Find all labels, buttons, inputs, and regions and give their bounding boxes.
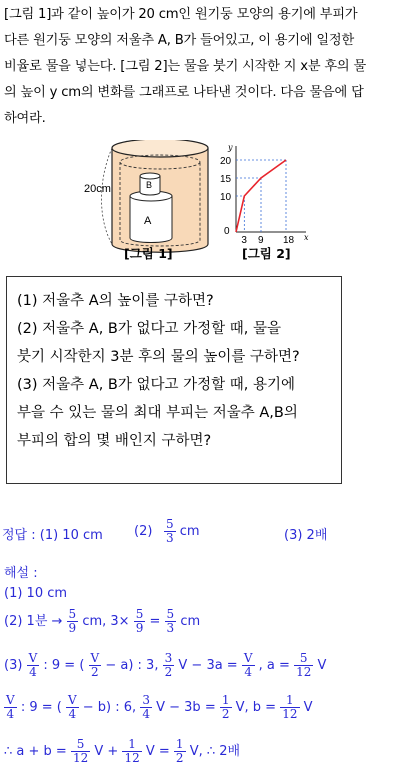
question-1: (1) 저울추 A의 높이를 구하면? bbox=[17, 293, 214, 309]
intro-line: [그림 1]과 같이 높이가 20 cm인 원기둥 모양의 용기에 부피가 bbox=[4, 7, 358, 22]
question-3-cont: 부피의 합의 몇 배인지 구하면? bbox=[17, 433, 212, 449]
x-axis-label: x bbox=[304, 233, 309, 242]
solution-4: $\frac{V}{4}$ : 9 = ( $\frac{V}{4}$ − b) : 6, $\frac{3}{4}$ V − 3b = $\frac{1}{2}$ V, b = $\frac{1}{12}$ V bbox=[6, 693, 313, 721]
problem-statement bbox=[4, 2, 398, 132]
figures bbox=[0, 140, 400, 265]
y-axis-label: y bbox=[228, 143, 233, 152]
intro-line: 다른 원기둥 모양의 저울추 A, B가 들어있고, 이 용기에 일정한 bbox=[4, 33, 354, 48]
answer-section bbox=[0, 518, 400, 558]
answer-3: (3) 2배 bbox=[284, 528, 328, 543]
intro-line: 하여라. bbox=[4, 111, 46, 126]
origin-label: 0 bbox=[224, 226, 230, 237]
question-2: (2) 저울추 A, B가 없다고 가정할 때, 물을 bbox=[17, 321, 281, 337]
x-tick-label: 9 bbox=[258, 235, 264, 246]
x-tick-label: 18 bbox=[283, 235, 295, 246]
y-tick-label: 20 bbox=[220, 156, 232, 167]
weight-a-label: A bbox=[144, 215, 152, 227]
intro-line: 의 높이 y cm의 변화를 그래프로 나타낸 것이다. 다음 물음에 답 bbox=[4, 85, 364, 100]
answer-2-unit: cm bbox=[179, 524, 200, 539]
question-3: (3) 저울추 A, B가 없다고 가정할 때, 용기에 bbox=[17, 377, 295, 393]
weight-b-label: B bbox=[146, 180, 153, 190]
solution-1: (1) 10 cm bbox=[4, 586, 68, 601]
solution-section bbox=[0, 562, 400, 776]
answer-2-label: (2) bbox=[134, 524, 153, 539]
height-label: 20cm bbox=[84, 183, 111, 195]
solution-2: (2) 1분 → $\frac{5}{9}$ cm, 3× $\frac{5}{9}$ = $\frac{5}{3}$ cm bbox=[4, 607, 201, 635]
solution-3: (3) $\frac{V}{4}$ : 9 = ( $\frac{V}{2}$ − a) : 3, $\frac{3}{2}$ V − 3a = $\frac{V}{4}$ , a = $\frac{5}{12}$ V bbox=[4, 651, 327, 679]
question-box bbox=[6, 276, 342, 484]
figure-2-caption: [그림 2] bbox=[242, 246, 291, 261]
x-tick-label: 3 bbox=[241, 235, 247, 246]
solution-5: ∴ a + b = $\frac{5}{12}$ V + $\frac{1}{12}$ V = $\frac{1}{2}$ V, ∴ 2배 bbox=[4, 737, 241, 765]
figure-1-caption: [그림 1] bbox=[124, 246, 173, 261]
intro-line: 비율로 물을 넣는다. [그림 2]는 물을 붓기 시작한 지 x분 후의 물 bbox=[4, 59, 366, 74]
figure-2-graph bbox=[220, 146, 306, 246]
y-tick-label: 15 bbox=[220, 174, 232, 185]
answer-2-fraction: $\frac{5}{3}$ bbox=[166, 517, 174, 545]
y-tick-label: 10 bbox=[220, 192, 232, 203]
solution-label: 해설 : bbox=[4, 566, 38, 581]
figure-1-cylinder bbox=[102, 140, 209, 252]
question-2-cont: 붓기 시작한지 3분 후의 물의 높이를 구하면? bbox=[17, 349, 300, 365]
answer-1: 정답 : (1) 10 cm bbox=[2, 528, 103, 543]
question-3-cont: 부을 수 있는 물의 최대 부피는 저울추 A,B의 bbox=[17, 405, 298, 421]
